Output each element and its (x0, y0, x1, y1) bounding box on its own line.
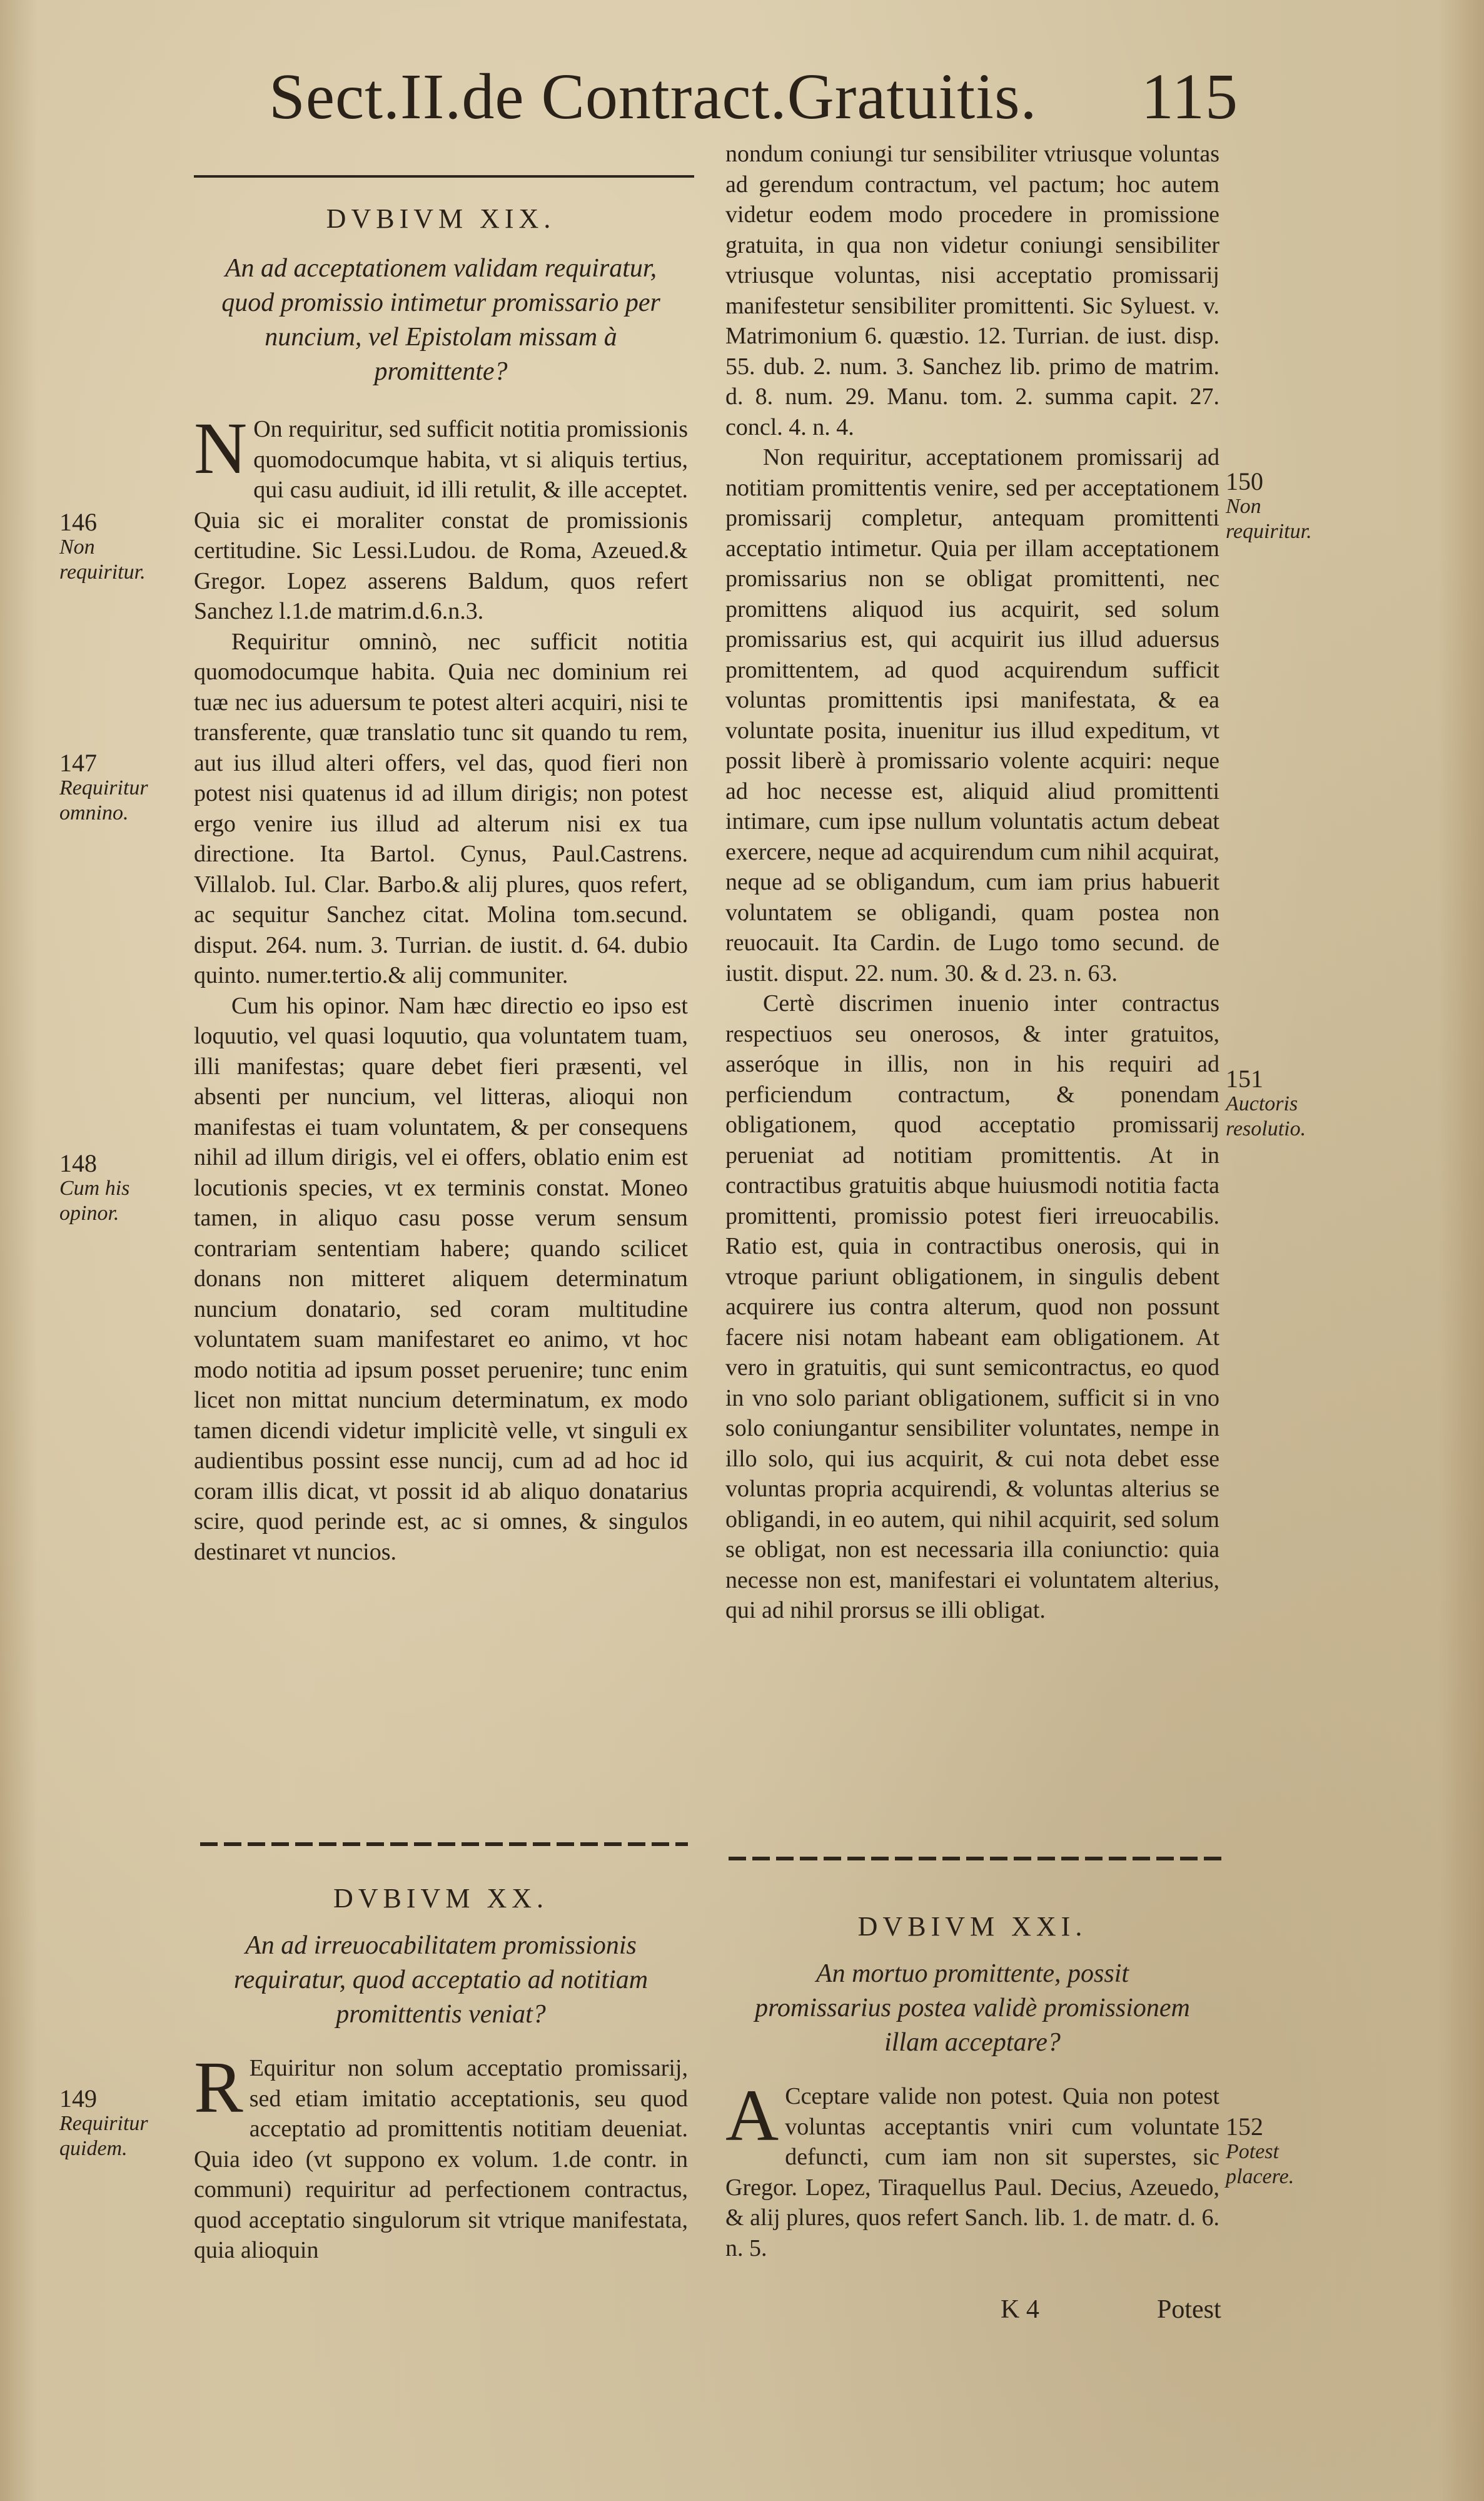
drop-cap: A (725, 2074, 779, 2156)
paragraph-152: A Cceptare valide non potest. Quia non potest voluntas acceptantis vniri cum voluntate defuncti, cum iam non sit superstes, sic Gregor. Lopez, Tiraquellus Paul. Decius, Azeuedo, & alij plures, quos refert Sanch. lib. 1. de matr. d. 6. n. 5. (725, 2074, 1219, 2261)
dubium-20-heading: DVBIVM XX. (333, 1883, 548, 1914)
dubium-19-heading: DVBIVM XIX. (326, 203, 556, 234)
dubium-21-question: An mortuo promittente, possit promissarius postea validè promissionem illam acceptare? (755, 1959, 1190, 2057)
right-column (725, 139, 1219, 1626)
catchword: Potest (1157, 2295, 1221, 2324)
section-divider (200, 1842, 688, 1846)
right-column-lower (725, 1908, 1219, 2263)
margin-note-147: 147 Requiritur omnino. (59, 749, 148, 824)
paragraph-148: Cum his opinor. Nam hæc directio eo ipso est loquutio, vel quasi loquutio, qua voluntatem tuam, illi manifestas; quare debet fieri præsenti, vel absenti per nuncium, vel litteras, alioqui non manifestas ei tuam voluntatem, & per consequens nihil ad illum dirigis, vel ei offers, oblatio enim est locutionis species, vt ex terminis constat. Moneo tamen, in aliquo casu posse verum sensum contrariam sententiam habere; quando scilicet donans non mitteret aliquem determinatum nuncium donatario, sed coram multitudine voluntatem suam manifestaret eo animo, vt hoc modo notitia ad ipsum posset peruenire; tunc enim licet non mittat nuncium determinatum, ex modo tamen dicendi videtur implicitè velle, vt singuli ex audientibus possint esse nuncij, cum ad ad hoc id coram illis dicat, vt possit id ab aliquo donatarius scire, quod perinde est, ac si omnes, & singulos destinaret vt nuncios. (194, 992, 688, 1565)
page-number: 115 (1141, 61, 1238, 133)
paragraph-147: Requiritur omninò, nec sufficit notitia quomodocumque habita. Quia nec dominium rei tuæ nec ius aduersum te potest alteri acquiri, nisi te transferente, quæ translatio tunc sit quando tu rem, aut ius illud alteri offers, vel das, quod fieri non potest nisi quatenus id ad illum dirigis; non potest ergo venire ius illud ad alterum nisi ex tua directione. Ita Bartol. Cynus, Paul.Castrens. Villalob. Iul. Clar. Barbo.& alij plures, quos refert, ac sequitur Sanchez citat. Molina tom.secund. disput. 264. num. 3. Turrian. de iustit. d. 64. dubio quinto. numer.tertio.& alij communiter. (194, 628, 688, 988)
running-title: Sect.II.de Contract.Gratuitis. (269, 61, 1037, 133)
margin-note-150: 150 Non requiritur. (1226, 467, 1312, 543)
margin-note-152: 152 Potest placere. (1226, 2113, 1295, 2188)
drop-cap: R (194, 2046, 243, 2128)
dubium-20-question: An ad irreuocabilitatem promissionis requiratur, quod acceptatio ad notitiam promittentis veniat? (233, 1931, 649, 2029)
dubium-21-heading: DVBIVM XXI. (857, 1911, 1088, 1942)
paragraph-149: R Equiritur non solum acceptatio promissarij, sed etiam imitatio acceptationis, seu quod acceptatio ad promittentis notitiam deueniat. Quia ideo (vt suppono ex volum. 1.de contr. in communi) requiritur ad perfectionem contractus, quod acceptatio singulorum sit vtrique manifestata, quia alioquin (194, 2046, 688, 2263)
left-column-lower (194, 1880, 688, 2266)
signature-mark: K 4 (1001, 2295, 1039, 2324)
running-header (269, 59, 1238, 134)
dubium-19-question: An ad acceptationem validam requiratur, quod promissio intimetur promissario per nuncium, vel Epistolam missam à promittente? (221, 254, 660, 386)
paragraph-continuation: nondum coniungi tur sensibiliter vtriusque voluntas ad gerendum contractum, vel pactum; hoc autem videtur eodem modo procedere in promissione gratuita, in qua non videtur coniungi sensibiliter vtriusque voluntas, nisi acceptatio promissarij manifestetur sensibiliter promittenti. Sic Syluest. v. Matrimonium 6. quæstio. 12. Turrian. de iust. disp. 55. dub. 2. num. 3. Sanchez lib. primo de matrim. d. 8. num. 29. Manu. tom. 2. summa capit. 27. concl. 4. n. 4. (725, 141, 1219, 440)
paragraph-151: Certè discrimen inuenio inter contractus respectiuos seu onerosos, & inter gratuitos, asseróque in illis, non in his requiri ad perficiendum contractum, & ponendam obligationem, quod acceptatio promissarij perueniat ad notitiam promittentis. At in contractibus gratuitis abque huiusmodi notitia facta promittenti, promissio potest fieri irreuocabilis. Ratio est, quia in contractibus onerosis, qui in vtroque pariunt obligationem, in singulis debent acquirere ius contra alterum, quod non possunt facere nisi notam habeant eam obligationem. At vero in gratuitis, qui sunt semicontractus, eo quod in vno solo pariant obligationem, sufficit si in vno solo coniungantur sensibiliter voluntates, nempe in illo solo, qui ius acquirit, & cui nota debet esse voluntas propria acquirendi, & voluntas alterius se obligandi, in eo autem, qui nihil acquirit, sed solum se obligat, non est necessaria illa coniunctio: quia necesse non est, manifestari ei voluntatem alterius, qui ad nihil prorsus se illi obligat. (725, 990, 1219, 1623)
margin-note-149: 149 Requiritur quidem. (59, 2084, 148, 2160)
section-divider (729, 1857, 1223, 1860)
header-rule (194, 175, 694, 178)
left-column (194, 200, 688, 1567)
drop-cap: N (194, 407, 248, 489)
paragraph-150: Non requiritur, acceptationem promissarij ad notitiam promittentis venire, sed per acceptationem promissarij completur, antequam promittenti acceptatio intimetur. Quia per illam acceptationem promissarius non se obligat promittenti, nec promittens aliquod ius acquirit, sed solum promissarius est, qui acquirit ius illud aduersus promittentem, ad quod acquirendum sufficit voluntas promittentis ipsi manifestata, & ea voluntate posita, inuenitur ius illud expeditum, vt possit liberè à promissario volente acquiri: neque ad hoc necesse est, aliquid aliud promittenti intimare, cum ipse nullum voluntatis actum debeat exercere, neque ad acquirendum cum nihil acquirat, neque ad se obligandum, cum iam prius habuerit voluntatem se obligandi, quam postea non reuocauit. Ita Cardin. de Lugo tomo secund. de iustit. disput. 22. num. 30. & d. 23. n. 63. (725, 444, 1219, 987)
margin-note-148: 148 Cum his opinor. (59, 1149, 130, 1225)
margin-note-146: 146 Non requiritur. (59, 508, 146, 584)
margin-note-151: 151 Auctoris resolutio. (1226, 1065, 1306, 1140)
paragraph-146: N On requiritur, sed sufficit notitia promissionis quomodocumque habita, vt si aliquis tertius, qui casu audiuit, id illi retulit, & ille acceptet. Quia sic ei moraliter constat de promissionis certitudine. Sic Lessi.Ludou. de Roma, Azeued.& Gregor. Lopez asserens Baldum, quos refert Sanchez l.1.de matrim.d.6.n.3. (194, 407, 688, 624)
